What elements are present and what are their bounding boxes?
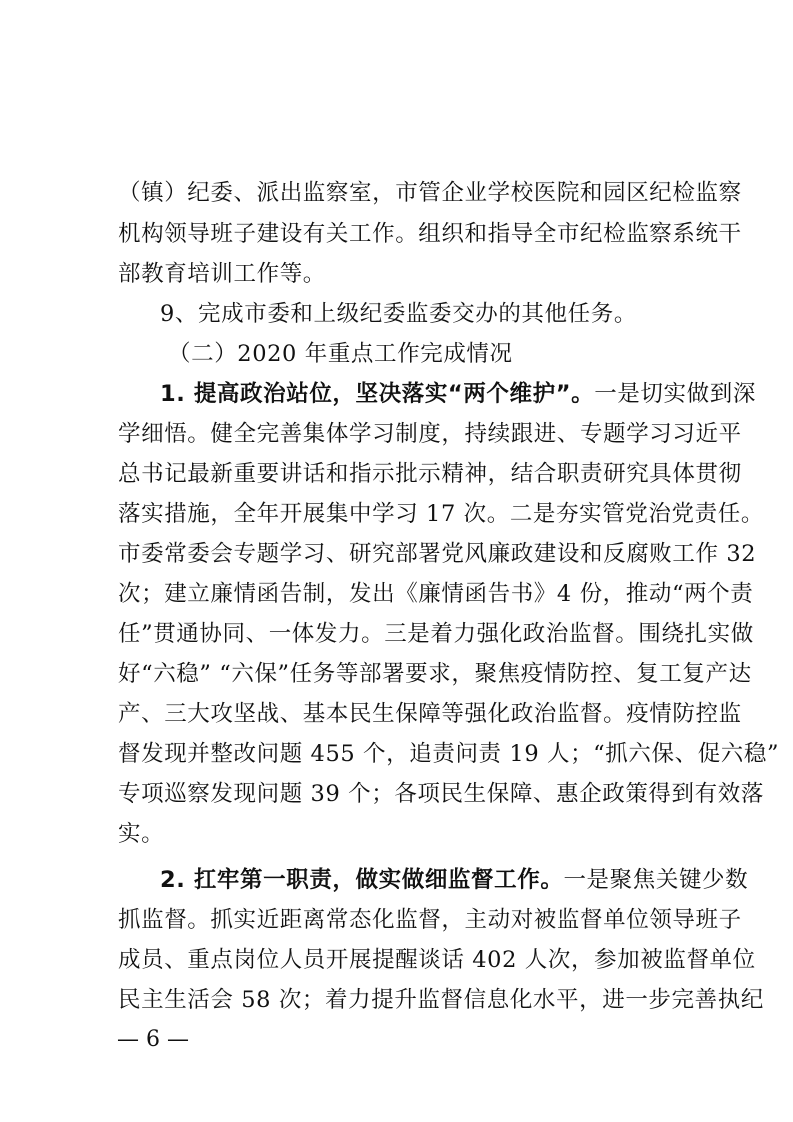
text-line: 产、三大攻坚战、基本民生保障等强化政治监督。疫情防控监 xyxy=(118,701,742,727)
text-line: （镇）纪委、派出监察室，市管企业学校医院和园区纪检监察 xyxy=(118,180,742,206)
text-line: 落实措施，全年开展集中学习 17 次。二是夯实管党治党责任。 xyxy=(118,501,764,527)
text-line: 任”贯通协同、一体发力。三是着力强化政治监督。围绕扎实做 xyxy=(118,621,754,647)
text-line: 督发现并整改问题 455 个，追责问责 19 人；“抓六保、促六稳” xyxy=(118,741,780,767)
text-line: 市委常委会专题学习、研究部署党风廉政建设和反腐败工作 32 xyxy=(118,541,757,567)
subheading-line xyxy=(160,377,756,411)
text-line: 专项巡察发现问题 39 个；各项民生保障、惠企政策得到有效落 xyxy=(118,781,764,807)
text-line: 民主生活会 58 次；着力提升监督信息化水平，进一步完善执纪 xyxy=(118,987,764,1013)
subheading-1-continuation: 一是切实做到深 xyxy=(594,381,756,407)
text-line: 总书记最新重要讲话和指示批示精神，结合职责研究具体贯彻 xyxy=(118,461,742,487)
section-heading: （二）2020 年重点工作完成情况 xyxy=(168,341,513,367)
list-item-9: 9、完成市委和上级纪委监委交办的其他任务。 xyxy=(160,301,637,327)
text-line: 次；建立廉情函告制，发出《廉情函告书》4 份，推动“两个责 xyxy=(118,581,754,607)
text-line: 好“六稳” “六保”任务等部署要求，聚焦疫情防控、复工复产达 xyxy=(118,661,752,687)
subheading-1: 1. 提高政治站位，坚决落实“两个维护”。 xyxy=(160,381,595,407)
text-line: 实。 xyxy=(118,821,165,847)
text-line: 机构领导班子建设有关工作。组织和指导全市纪检监察系统干 xyxy=(118,221,742,247)
subheading-line xyxy=(160,863,749,897)
page-number: — 6 — xyxy=(117,1027,189,1052)
subheading-2: 2. 扛牢第一职责，做实做细监督工作。 xyxy=(160,867,564,893)
text-line: 学细悟。健全完善集体学习制度，持续跟进、专题学习习近平 xyxy=(118,421,742,447)
subheading-2-continuation: 一是聚焦关键少数 xyxy=(563,867,749,893)
text-line: 抓监督。抓实近距离常态化监督，主动对被监督单位领导班子 xyxy=(118,907,742,933)
text-line: 部教育培训工作等。 xyxy=(118,261,326,287)
text-line: 成员、重点岗位人员开展提醒谈话 402 人次，参加被监督单位 xyxy=(118,947,756,973)
